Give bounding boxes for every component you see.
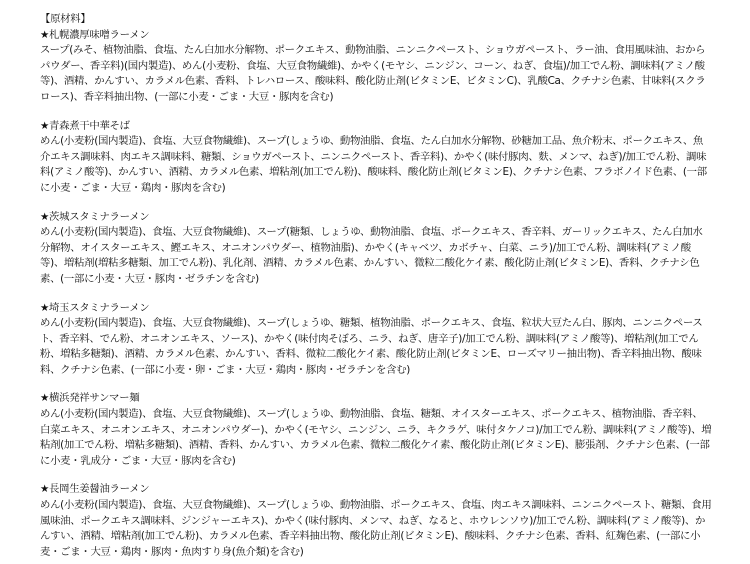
product-section-sapporo-miso	[40, 28, 712, 106]
ingredient-list: めん(小麦粉(国内製造)、食塩、大豆食物繊維)、スープ(しょうゆ、動物油脂、食塩、たん白加水分解物、砂糖加工品、魚介粉末、ポークエキス、魚介エキス調味料、肉エキス調味料、糖類、ショウガペースト、ニンニクペースト、香辛料)、かやく(味付豚肉、麩、メンマ、ねぎ)/加工でん粉、調味料(アミノ酸等)、かんすい、酒精、カラメル色素、増粘剤(加工でん粉)、酸味料、酸化防止剤(ビタミンE)、クチナシ色素、フラボノイド色素、(一部に小麦・ごま・大豆・鶏肉・豚肉を含む)	[40, 135, 707, 194]
product-section-yokohama-sanma	[40, 391, 712, 469]
product-section-saitama-stamina	[40, 301, 712, 379]
ingredients-document	[40, 12, 712, 560]
product-section-ibaraki-stamina	[40, 210, 712, 288]
ingredient-list: めん(小麦粉(国内製造)、食塩、大豆食物繊維)、スープ(糖類、しょうゆ、動物油脂、食塩、ポークエキス、香辛料、ガーリックエキス、たん白加水分解物、オイスターエキス、鰹エキス、オニオンパウダー、植物油脂)、かやく(キャベツ、カボチャ、白菜、ニラ)/加工でん粉、調味料(アミノ酸等)、増粘剤(増粘多糖類、加工でん粉)、乳化剤、酒精、カラメル色素、かんすい、微粒二酸化ケイ素、酸化防止剤(ビタミンE)、香料、クチナシ色素、(一部に小麦・大豆・豚肉・ゼラチンを含む)	[40, 226, 703, 285]
product-section-nagaoka-ginger	[40, 482, 712, 560]
product-title: ★茨城スタミナラーメン	[40, 210, 150, 223]
ingredient-list: めん(小麦粉(国内製造)、食塩、大豆食物繊維)、スープ(しょうゆ、糖類、植物油脂、ポークエキス、食塩、粒状大豆たん白、豚肉、ニンニクペースト、香辛料、でん粉、オニオンエキス、ソース)、かやく(味付肉そぼろ、ニラ、ねぎ、唐辛子)/加工でん粉、調味料(アミノ酸等)、増粘剤(加工でん粉、増粘多糖類)、酒精、カラメル色素、かんすい、香料、微粒二酸化ケイ素、酸化防止剤(ビタミンE、ローズマリー抽出物)、香辛料抽出物、酸味料、クチナシ色素、(一部に小麦・卵・ごま・大豆・鶏肉・豚肉・ゼラチンを含む)	[40, 317, 703, 376]
product-section-aomori-niboshi	[40, 119, 712, 197]
ingredients-heading: 【原材料】	[40, 13, 91, 25]
ingredient-list: スープ(みそ、植物油脂、食塩、たん白加水分解物、ポークエキス、動物油脂、ニンニクペースト、ショウガペースト、ラー油、食用風味油、おからパウダー、香辛料)(国内製造)、めん(小麦粉、食塩、大豆食物繊維)、かやく(モヤシ、ニンジン、コーン、ねぎ、食塩)/加工でん粉、調味料(アミノ酸等)、酒精、かんすい、カラメル色素、香料、トレハロース、酸味料、酸化防止剤(ビタミンE、ビタミンC)、乳酸Ca、クチナシ色素、甘味料(スクラロース)、香辛料抽出物、(一部に小麦・ごま・大豆・豚肉を含む)	[40, 44, 706, 103]
ingredient-list: めん(小麦粉(国内製造)、食塩、大豆食物繊維)、スープ(しょうゆ、動物油脂、ポークエキス、食塩、肉エキス調味料、ニンニクペースト、糖類、食用風味油、ポークエキス調味料、ジンジャーエキス)、かやく(味付豚肉、メンマ、ねぎ、なると、ホウレンソウ)/加工でん粉、調味料(アミノ酸等)、かんすい、酒精、増粘剤(加工でん粉)、カラメル色素、香辛料抽出物、酸化防止剤(ビタミンE)、酸味料、クチナシ色素、香料、紅麹色素、(一部に小麦・ごま・大豆・鶏肉・豚肉・魚肉すり身(魚介類)を含む)	[40, 499, 712, 558]
product-title: ★青森煮干中華そば	[40, 119, 130, 132]
product-title: ★長岡生姜醤油ラーメン	[40, 483, 150, 496]
ingredient-list: めん(小麦粉(国内製造)、食塩、大豆食物繊維)、スープ(しょうゆ、動物油脂、食塩、糖類、オイスターエキス、ポークエキス、植物油脂、香辛料、白菜エキス、オニオンエキス、オニオンパウダー)、かやく(モヤシ、ニンジン、ニラ、キクラゲ、味付タケノコ)/加工でん粉、調味料(アミノ酸等)、増粘剤(加工でん粉、増粘多糖類)、酒精、香料、かんすい、カラメル色素、微粒二酸化ケイ素、酸化防止剤(ビタミンE)、膨張剤、クチナシ色素、(一部に小麦・乳成分・ごま・大豆・豚肉を含む)	[40, 408, 712, 467]
product-title: ★横浜発祥サンマー麺	[40, 392, 140, 405]
product-title: ★埼玉スタミナラーメン	[40, 301, 150, 314]
product-title: ★札幌濃厚味噌ラーメン	[40, 28, 150, 41]
